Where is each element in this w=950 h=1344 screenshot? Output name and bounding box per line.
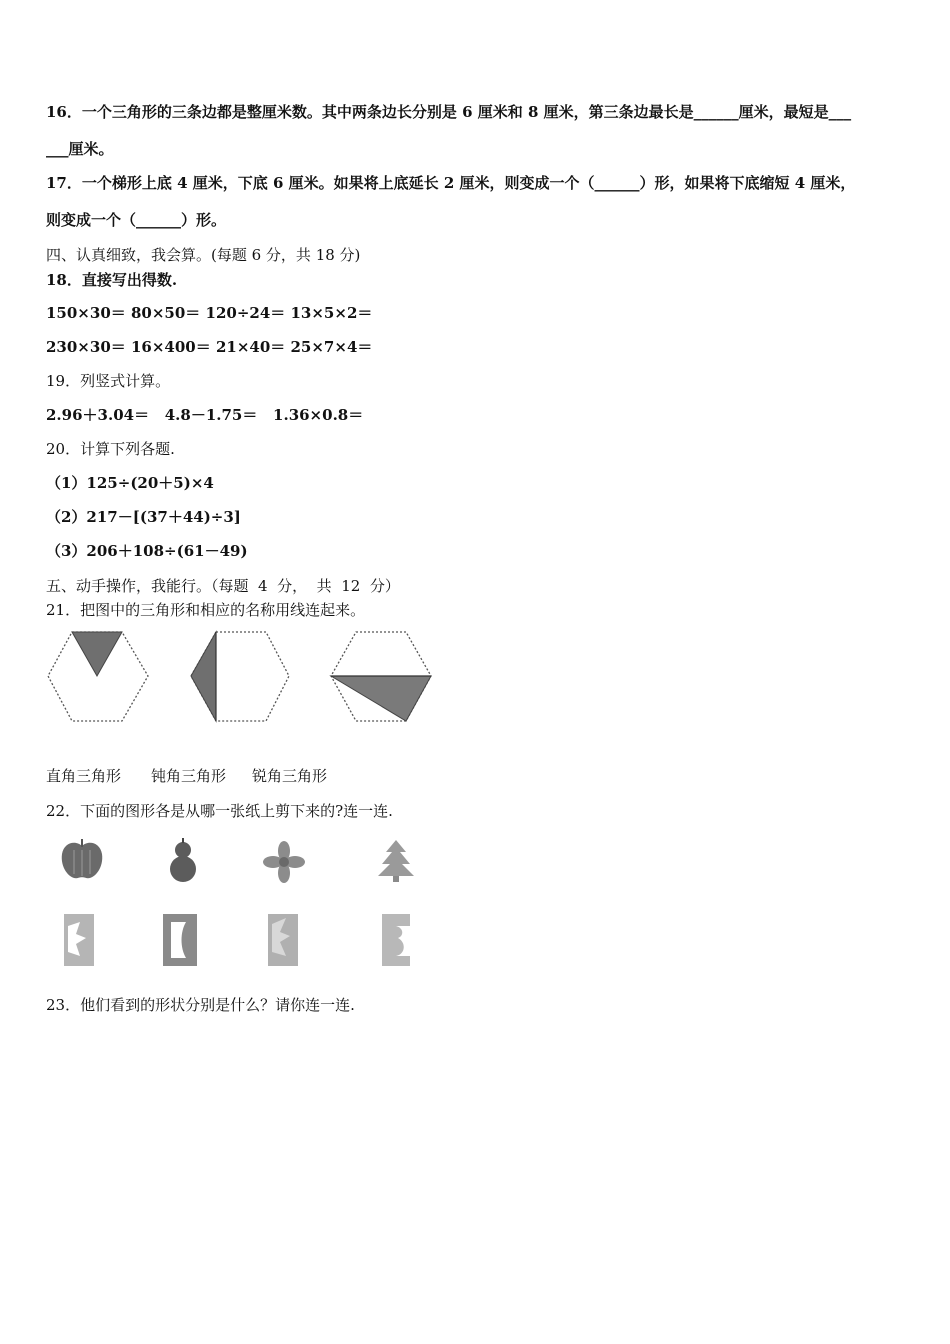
hexagon-figure-3[interactable] <box>331 632 431 721</box>
q21-labels <box>46 766 327 786</box>
flower-shape-icon[interactable] <box>263 841 305 883</box>
q21-title: 21．把图中的三角形和相应的名称用线连起来。 <box>46 601 366 619</box>
section4-heading: 四、认真细致，我会算。(每题 6 分，共 18 分) <box>46 246 361 264</box>
q20-item2: （2）217－[(37＋44)÷3] <box>46 508 241 526</box>
q17-line1: 17．一个梯形上底 4 厘米，下底 6 厘米。如果将上底延长 2 厘米，则变成一个（______）形，如果将下底缩短 4 厘米， <box>46 174 856 192</box>
q22-papers <box>46 912 446 970</box>
gourd-shape-icon[interactable] <box>170 838 196 882</box>
q19-title: 19．列竖式计算。 <box>46 372 171 390</box>
hexagon-figure-2[interactable] <box>191 632 289 721</box>
apple-shape-icon[interactable] <box>62 839 103 878</box>
q17-line2: 则变成一个（______）形。 <box>46 211 227 229</box>
q20-title: 20．计算下列各题. <box>46 440 175 458</box>
q22-shapes <box>46 836 446 888</box>
paper-option-1[interactable] <box>64 914 94 966</box>
q20-item3: （3）206＋108÷(61－49) <box>46 542 248 560</box>
q21-figures <box>46 630 446 725</box>
q18-title: 18．直接写出得数. <box>46 271 178 289</box>
q18-row1: 150×30＝ 80×50＝ 120÷24＝ 13×5×2＝ <box>46 304 373 322</box>
label-obtuse-triangle: 钝角三角形 <box>151 767 227 785</box>
label-right-triangle: 直角三角形 <box>46 767 122 785</box>
hexagon-figure-1[interactable] <box>48 632 148 721</box>
paper-option-3[interactable] <box>268 914 298 966</box>
label-acute-triangle: 锐角三角形 <box>252 767 328 785</box>
q20-item1: （1）125÷(20＋5)×4 <box>46 474 214 492</box>
q19-row: 2.96＋3.04＝ 4.8－1.75＝ 1.36×0.8＝ <box>46 406 364 424</box>
q16-line1: 16．一个三角形的三条边都是整厘米数。其中两条边长分别是 6 厘米和 8 厘米，第三条边最长是______厘米，最短是___ <box>46 103 852 121</box>
q16-line2: ___厘米。 <box>46 140 114 158</box>
q23-title: 23．他们看到的形状分别是什么？请你连一连. <box>46 996 355 1014</box>
tree-shape-icon[interactable] <box>378 840 414 882</box>
q18-row2: 230×30＝ 16×400＝ 21×40＝ 25×7×4＝ <box>46 338 373 356</box>
q22-title: 22．下面的图形各是从哪一张纸上剪下来的?连一连. <box>46 802 393 820</box>
section5-heading: 五、动手操作，我能行。（每题 4 分， 共 12 分） <box>46 577 400 595</box>
paper-option-4[interactable] <box>382 914 410 966</box>
paper-option-2[interactable] <box>163 914 197 966</box>
